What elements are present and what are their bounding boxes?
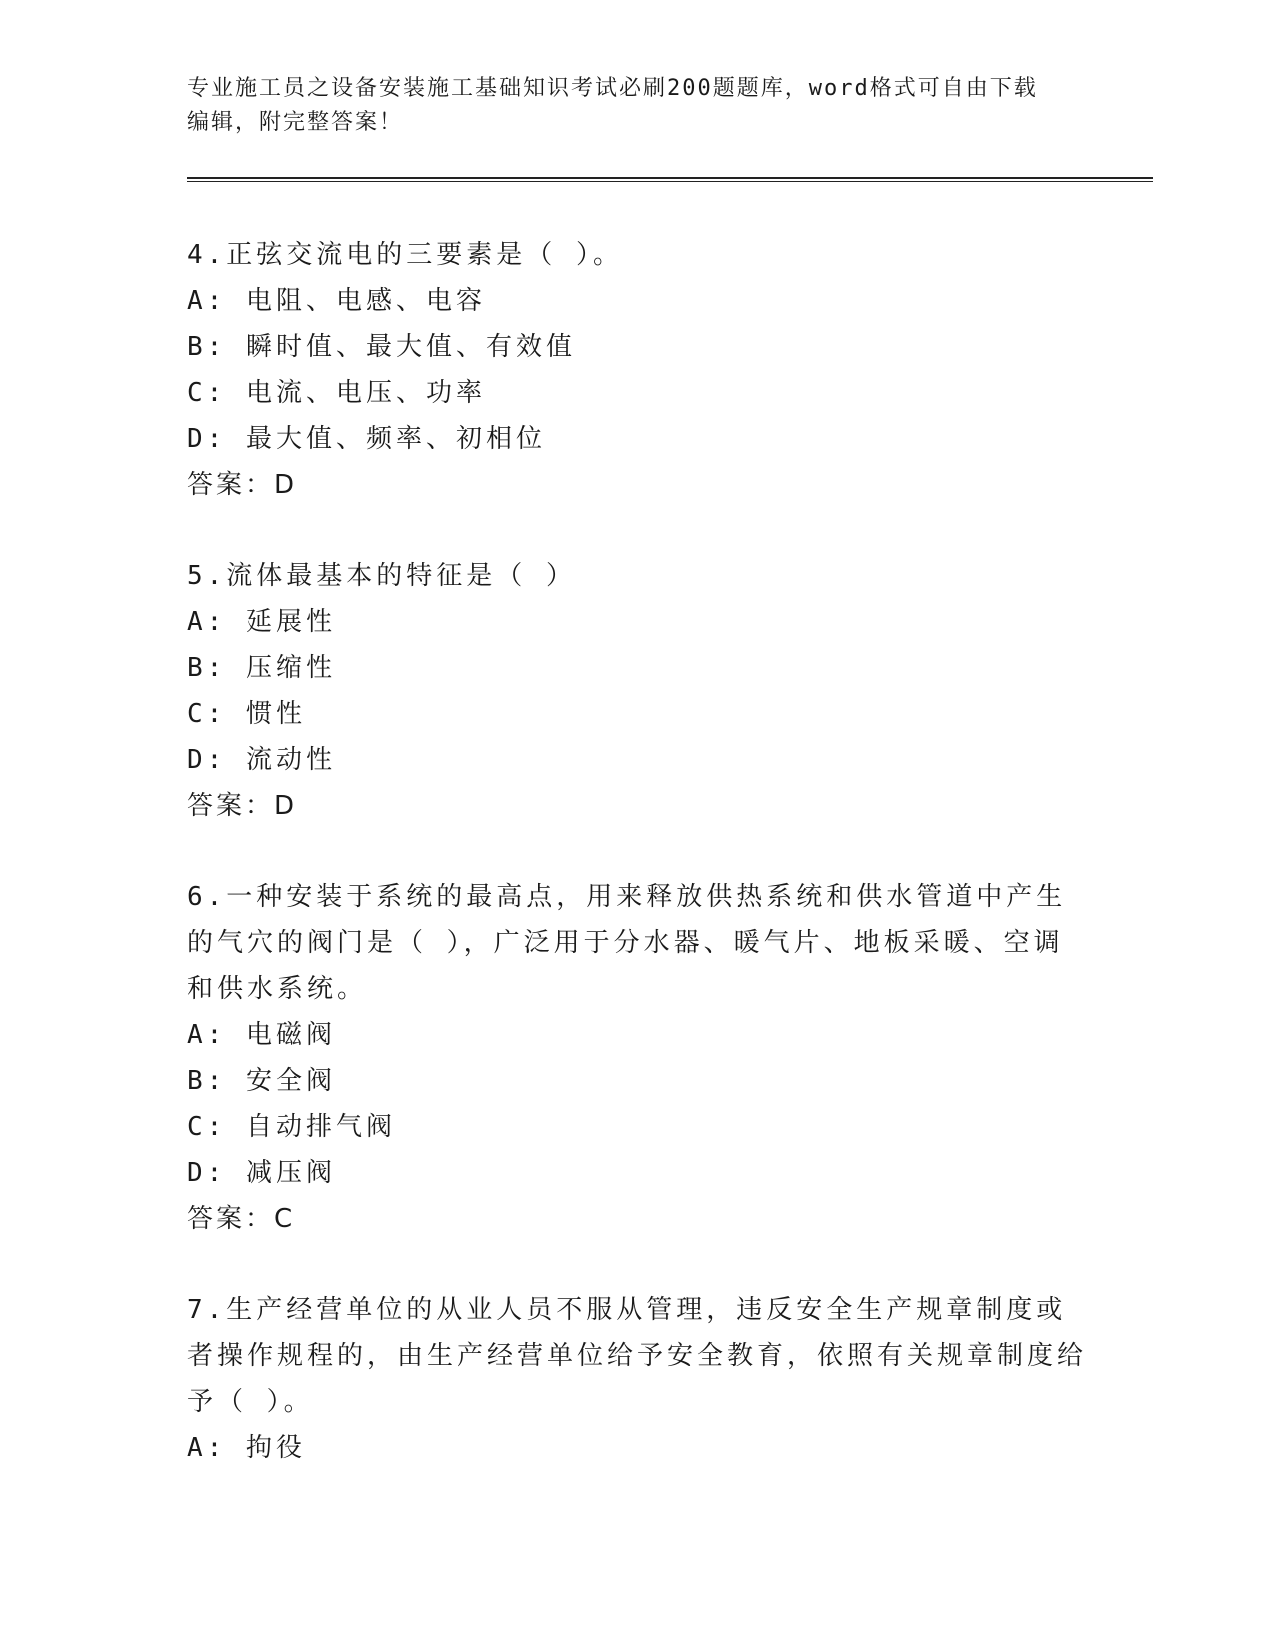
question-list [187,232,1087,1516]
header-divider-thick [187,177,1153,179]
answer-line: 答案：D [187,791,298,821]
option-c: C: 电流、电压、功率 [187,378,486,408]
option-a: A: 电磁阀 [187,1020,336,1050]
question-5 [187,553,1087,829]
document-header [187,72,1087,140]
option-d: D: 流动性 [187,745,336,775]
option-a: A: 拘役 [187,1433,306,1463]
question-4 [187,232,1087,508]
option-b: B: 瞬时值、最大值、有效值 [187,332,576,362]
option-d: D: 减压阀 [187,1158,336,1188]
answer-line: 答案：C [187,1204,296,1234]
question-7 [187,1287,1087,1471]
question-stem: 7.生产经营单位的从业人员不服从管理，违反安全生产规章制度或者操作规程的，由生产经营单位给予安全教育，依照有关规章制度给予（ ）。 [187,1295,1088,1417]
option-b: B: 安全阀 [187,1066,336,1096]
question-stem: 4.正弦交流电的三要素是（ ）。 [187,240,623,270]
question-stem: 6.一种安装于系统的最高点，用来释放供热系统和供水管道中产生的气穴的阀门是（ ），广泛用于分水器、暖气片、地板采暖、空调和供水系统。 [187,882,1067,1004]
option-a: A: 电阻、电感、电容 [187,286,486,316]
option-a: A: 延展性 [187,607,336,637]
option-d: D: 最大值、频率、初相位 [187,424,546,454]
answer-line: 答案：D [187,470,298,500]
option-c: C: 自动排气阀 [187,1112,396,1142]
header-divider-thin [187,181,1153,182]
option-b: B: 压缩性 [187,653,336,683]
header-title-line-1: 专业施工员之设备安装施工基础知识考试必刷200题题库，word格式可自由下载 [187,76,1038,101]
option-c: C: 惯性 [187,699,306,729]
header-title-line-2: 编辑，附完整答案！ [187,110,404,135]
question-6 [187,874,1087,1242]
question-stem: 5.流体最基本的特征是（ ） [187,561,576,591]
